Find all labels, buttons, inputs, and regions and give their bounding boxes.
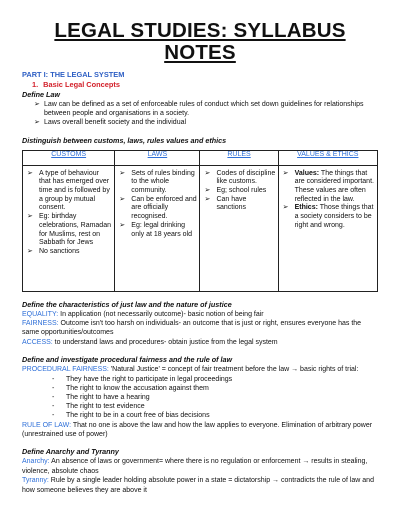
paragraph-text: In application (not necessarily outcome)- basic notion of being fair (58, 310, 264, 318)
list-item-text: No sanctions (39, 247, 80, 255)
values-ethics-cell (278, 165, 377, 291)
define-law-list (22, 100, 378, 109)
arrow-bullet-icon: ➢ (34, 119, 40, 127)
list-item (117, 196, 197, 222)
paragraph-text: Outcome isn't too harsh on individuals- an outcome that is just or right, ensures everyone has the same opportunities/outcomes (22, 320, 362, 337)
list-item (22, 393, 378, 402)
fairness-paragraph (22, 319, 378, 338)
list-item (22, 100, 378, 109)
list-item-text: Eg; school rules (216, 187, 267, 195)
list-item-text: The right to test evidence (66, 403, 145, 411)
subsection-number: 1. (32, 80, 39, 89)
procedural-fairness-term: PROCEDURAL FAIRNESS: (22, 366, 109, 374)
column-header-rules: RULES (200, 150, 278, 165)
arrow-bullet-icon: ➢ (282, 204, 289, 212)
list-item-text: Eg: birthday celebrations, Ramadan for Muslims, rest on Sabbath for Jews (39, 213, 111, 247)
procedural-fairness-paragraph (22, 365, 378, 374)
arrow-bullet-icon: ➢ (34, 101, 40, 108)
table-row (23, 165, 378, 291)
arrow-bullet-icon: ➢ (119, 221, 126, 229)
ethics-term: Ethics: (294, 204, 318, 212)
document-title: LEGAL STUDIES: SYLLABUS NOTES (54, 19, 346, 64)
paragraph-text: to understand laws and procedures- obtain justice from the legal system (52, 338, 278, 346)
list-item-text: Those things that a society considers to be right and wrong. (294, 204, 374, 229)
list-item (281, 204, 375, 230)
anarchy-term: Anarchy: (22, 458, 50, 466)
list-item-text: The things that are considered important. These values are often reflected in the law. (294, 169, 374, 203)
list-item (22, 411, 378, 420)
list-item-text: A type of behaviour that has emerged over time and is followed by a group by mutual consent. (39, 169, 110, 212)
arrow-bullet-icon: ➢ (204, 169, 211, 177)
arrow-bullet-icon: ➢ (27, 213, 33, 221)
list-item (202, 170, 275, 187)
justice-heading: Define the characteristics of just law and the nature of justice (22, 299, 232, 309)
part-heading: PART I: THE LEGAL SYSTEM (22, 70, 125, 79)
procedural-heading: Define and investigate procedural fairness and the rule of law (22, 355, 233, 365)
column-header-customs: CUSTOMS (23, 150, 115, 165)
anarchy-heading: Define Anarchy and Tyranny (22, 447, 119, 457)
define-law-heading: Define Law (22, 90, 60, 99)
tyranny-term: Tyranny: (22, 477, 49, 485)
list-item-text: The right to know the accusation against them (66, 384, 209, 392)
tyranny-paragraph (22, 476, 378, 495)
equality-term: EQUALITY: (22, 310, 59, 318)
list-item-text: They have the right to participate in legal proceedings (66, 375, 233, 383)
dash-bullet-icon: - (52, 375, 55, 383)
equality-paragraph (22, 310, 378, 319)
arrow-bullet-icon: ➢ (282, 169, 289, 177)
list-item (202, 187, 275, 196)
subsection-label: Basic Legal Concepts (43, 80, 120, 89)
list-item (117, 222, 197, 239)
rule-of-law-term: RULE OF LAW: (22, 421, 72, 429)
list-item-text: Codes of discipline like customs. (216, 169, 276, 186)
rule-of-law-paragraph (22, 421, 378, 440)
paragraph-text: An absence of laws or government= where there is no regulation or enforcement → results in stealing, violence, absolute chaos (22, 458, 368, 475)
column-header-values-ethics: VALUES & ETHICS (278, 150, 377, 165)
list-item-text: Can be enforced and are officially recognised. (131, 195, 197, 221)
access-paragraph (22, 338, 378, 347)
list-item (22, 375, 378, 384)
list-item (25, 170, 112, 214)
laws-cell (115, 165, 200, 291)
list-item (202, 196, 275, 213)
arrow-bullet-icon: ➢ (204, 195, 211, 203)
values-term: Values: (294, 169, 320, 177)
list-item (22, 384, 378, 393)
list-item (22, 402, 378, 411)
list-item-text: Eg: legal drinking only at 18 years old (131, 221, 192, 238)
list-item-text: Laws overall benefit society and the individual (44, 119, 187, 127)
anarchy-paragraph (22, 457, 378, 476)
dash-bullet-icon: - (52, 394, 55, 402)
list-item-text: The right to have a hearing (66, 394, 150, 402)
fairness-term: FAIRNESS: (22, 320, 59, 328)
dash-bullet-icon: - (52, 412, 55, 420)
trial-rights-list (22, 375, 378, 421)
define-law-list-2 (22, 118, 378, 127)
rules-cell (200, 165, 278, 291)
paragraph-text: 'Natural Justice' = concept of fair treatment before the law → basic rights of trial: (108, 366, 359, 374)
list-item (281, 170, 375, 205)
arrow-bullet-icon: ➢ (27, 169, 33, 177)
list-item-text: Law can be defined as a set of enforceable rules of conduct which set down guidelines for relationships (44, 101, 364, 108)
access-term: ACCESS: (22, 338, 53, 346)
paragraph-text: Rule by a single leader holding absolute power in a state = dictatorship → contradicts the rule of law and how someone believes they are above it (22, 477, 374, 494)
dash-bullet-icon: - (52, 403, 55, 411)
paragraph-text: That no one is above the law and how the law applies to everyone. Elimination of arbitrary power (unrestrained use of power) (22, 421, 373, 439)
arrow-bullet-icon: ➢ (119, 195, 126, 203)
table-header-row (23, 150, 378, 165)
list-item (117, 170, 197, 196)
list-item (25, 248, 112, 257)
list-item-continuation: between people and organisations in a society. (44, 110, 190, 118)
distinguish-heading: Distinguish between customs, laws, rules values and ethics (22, 135, 227, 145)
list-item-text: Sets of rules binding to the whole community. (131, 169, 195, 195)
list-item-text: The right to be in a court free of bias decisions (66, 412, 210, 420)
list-item (22, 118, 378, 127)
list-item-text: Can have sanctions (216, 195, 247, 212)
customs-cell (23, 165, 115, 291)
dash-bullet-icon: - (52, 384, 55, 392)
comparison-table (22, 150, 378, 292)
list-item (25, 213, 112, 248)
arrow-bullet-icon: ➢ (119, 169, 126, 177)
arrow-bullet-icon: ➢ (204, 187, 211, 195)
subsection-heading (32, 80, 378, 90)
column-header-laws: LAWS (115, 150, 200, 165)
arrow-bullet-icon: ➢ (27, 247, 33, 255)
